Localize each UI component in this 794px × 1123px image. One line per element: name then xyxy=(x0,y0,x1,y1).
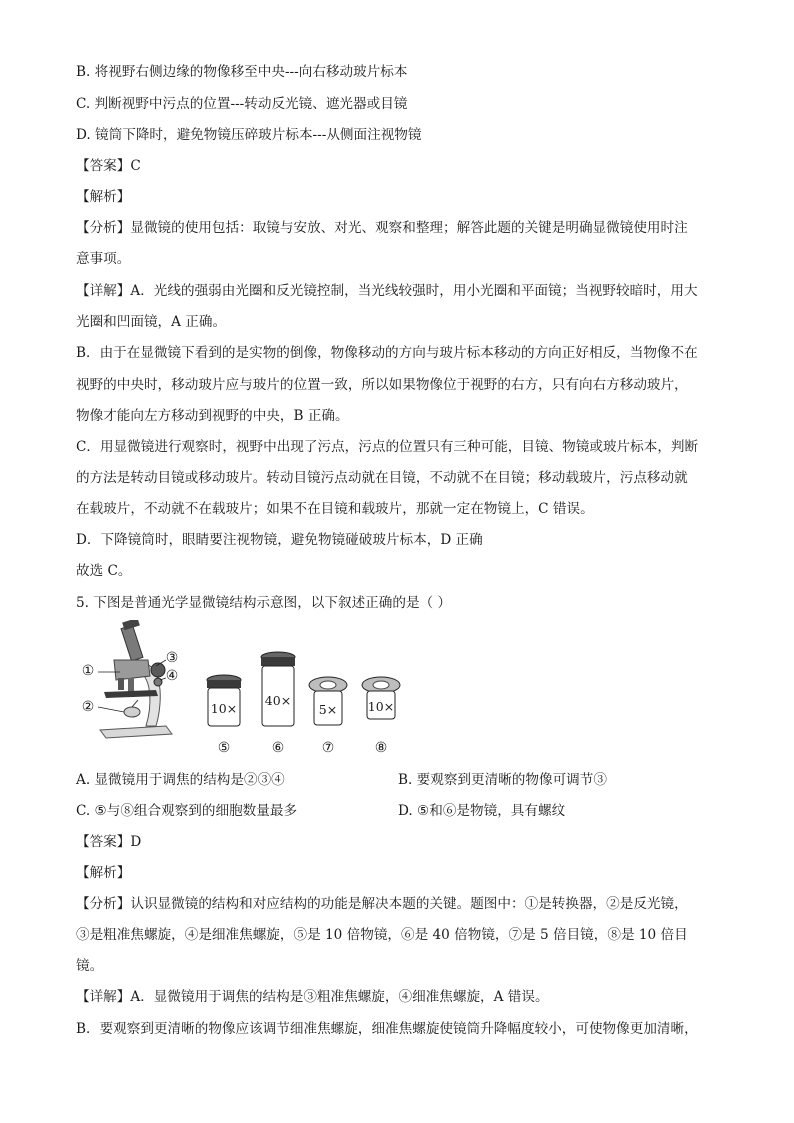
analysis-text: 【分析】认识显微镜的结构和对应结构的功能是解决本题的关键。题图中：①是转换器，②是反光镜， xyxy=(76,896,688,912)
conclusion-text: 故选 C。 xyxy=(76,563,132,579)
lens-8-number: ⑧ xyxy=(374,740,388,756)
option-c-line: C. 判断视野中污点的位置---转动反光镜、遮光器或目镜 xyxy=(76,96,408,112)
lens-7-number: ⑦ xyxy=(321,740,335,756)
lens-7-label: 5× xyxy=(318,702,338,717)
answer-label: 【答案】D xyxy=(76,834,142,850)
lens-8-label: 10× xyxy=(367,699,395,714)
detail-text: B．由于在显微镜下看到的是实物的倒像，物像移动的方向与玻片标本移动的方向正好相反，当物像不在 xyxy=(76,345,698,361)
question-5-stem: 5. 下图是普通光学显微镜结构示意图，以下叙述正确的是（ ） xyxy=(76,595,452,611)
analysis-label: 【解析】 xyxy=(76,865,131,881)
analysis-text: ③是粗准焦螺旋，④是细准焦螺旋，⑤是 10 倍物镜，⑥是 40 倍物镜，⑦是 5 倍目镜，⑧是 10 倍目 xyxy=(76,927,688,943)
detail-text: 【详解】A．光线的强弱由光圈和反光镜控制，当光线较强时，用小光圈和平面镜；当视野较暗时，用大 xyxy=(76,283,698,299)
callout-2: ② xyxy=(81,699,95,715)
question-5-option-d: D. ⑤和⑥是物镜，具有螺纹 xyxy=(398,803,566,819)
lens-5-label: 10× xyxy=(210,701,238,716)
callout-4: ④ xyxy=(165,668,179,684)
lens-5-number: ⑤ xyxy=(217,740,231,756)
detail-text: C．用显微镜进行观察时，视野中出现了污点，污点的位置只有三种可能，目镜、物镜或玻片标本，判断 xyxy=(76,439,699,455)
detail-text: B．要观察到更清晰的物像应该调节细准焦螺旋，细准焦螺旋使镜筒升降幅度较小，可使物像更加清晰， xyxy=(76,1021,698,1037)
callout-3: ③ xyxy=(165,650,179,666)
detail-text: 光圈和凹面镜，A 正确。 xyxy=(76,314,227,330)
answer-label: 【答案】C xyxy=(76,158,141,174)
question-5-option-a: A. 显微镜用于调焦的结构是②③④ xyxy=(76,772,285,788)
lens-6-number: ⑥ xyxy=(271,740,285,756)
analysis-text: 【分析】显微镜的使用包括：取镜与安放、对光、观察和整理；解答此题的关键是明确显微镜使用时注 xyxy=(76,220,688,236)
objective-lens-icon xyxy=(256,650,300,734)
detail-text: 物像才能向左方移动到视野的中央，B 正确。 xyxy=(76,408,349,424)
question-5-option-c: C. ⑤与⑧组合观察到的细胞数量最多 xyxy=(76,803,298,819)
option-b-line: B. 将视野右侧边缘的物像移至中央---向右移动玻片标本 xyxy=(76,64,408,80)
detail-text: 视野的中央时，移动玻片应与玻片的位置一致，所以如果物像位于视野的右方，只有向右方移动玻片， xyxy=(76,377,688,393)
detail-text: 在载玻片，不动就不在载玻片；如果不在目镜和载玻片，那就一定在物镜上，C 错误。 xyxy=(76,501,594,517)
lens-6-label: 40× xyxy=(264,693,292,708)
detail-text: D．下降镜筒时，眼睛要注视物镜，避免物镜碰破玻片标本，D 正确 xyxy=(76,532,483,548)
analysis-label: 【解析】 xyxy=(76,189,131,205)
option-d-line: D. 镜筒下降时，避免物镜压碎玻片标本---从侧面注视物镜 xyxy=(76,127,422,143)
microscope-figure xyxy=(76,620,416,765)
analysis-text: 意事项。 xyxy=(76,251,131,267)
callout-1: ① xyxy=(81,663,95,679)
detail-text: 【详解】A．显微镜用于调焦的结构是③粗准焦螺旋，④细准焦螺旋，A 错误。 xyxy=(76,989,549,1005)
analysis-text: 镜。 xyxy=(76,958,104,974)
question-5-option-b: B. 要观察到更清晰的物像可调节③ xyxy=(398,772,607,788)
detail-text: 的方法是转动目镜或移动玻片。转动目镜污点动就在目镜，不动就不在目镜；移动载玻片，污点移动就 xyxy=(76,470,688,486)
